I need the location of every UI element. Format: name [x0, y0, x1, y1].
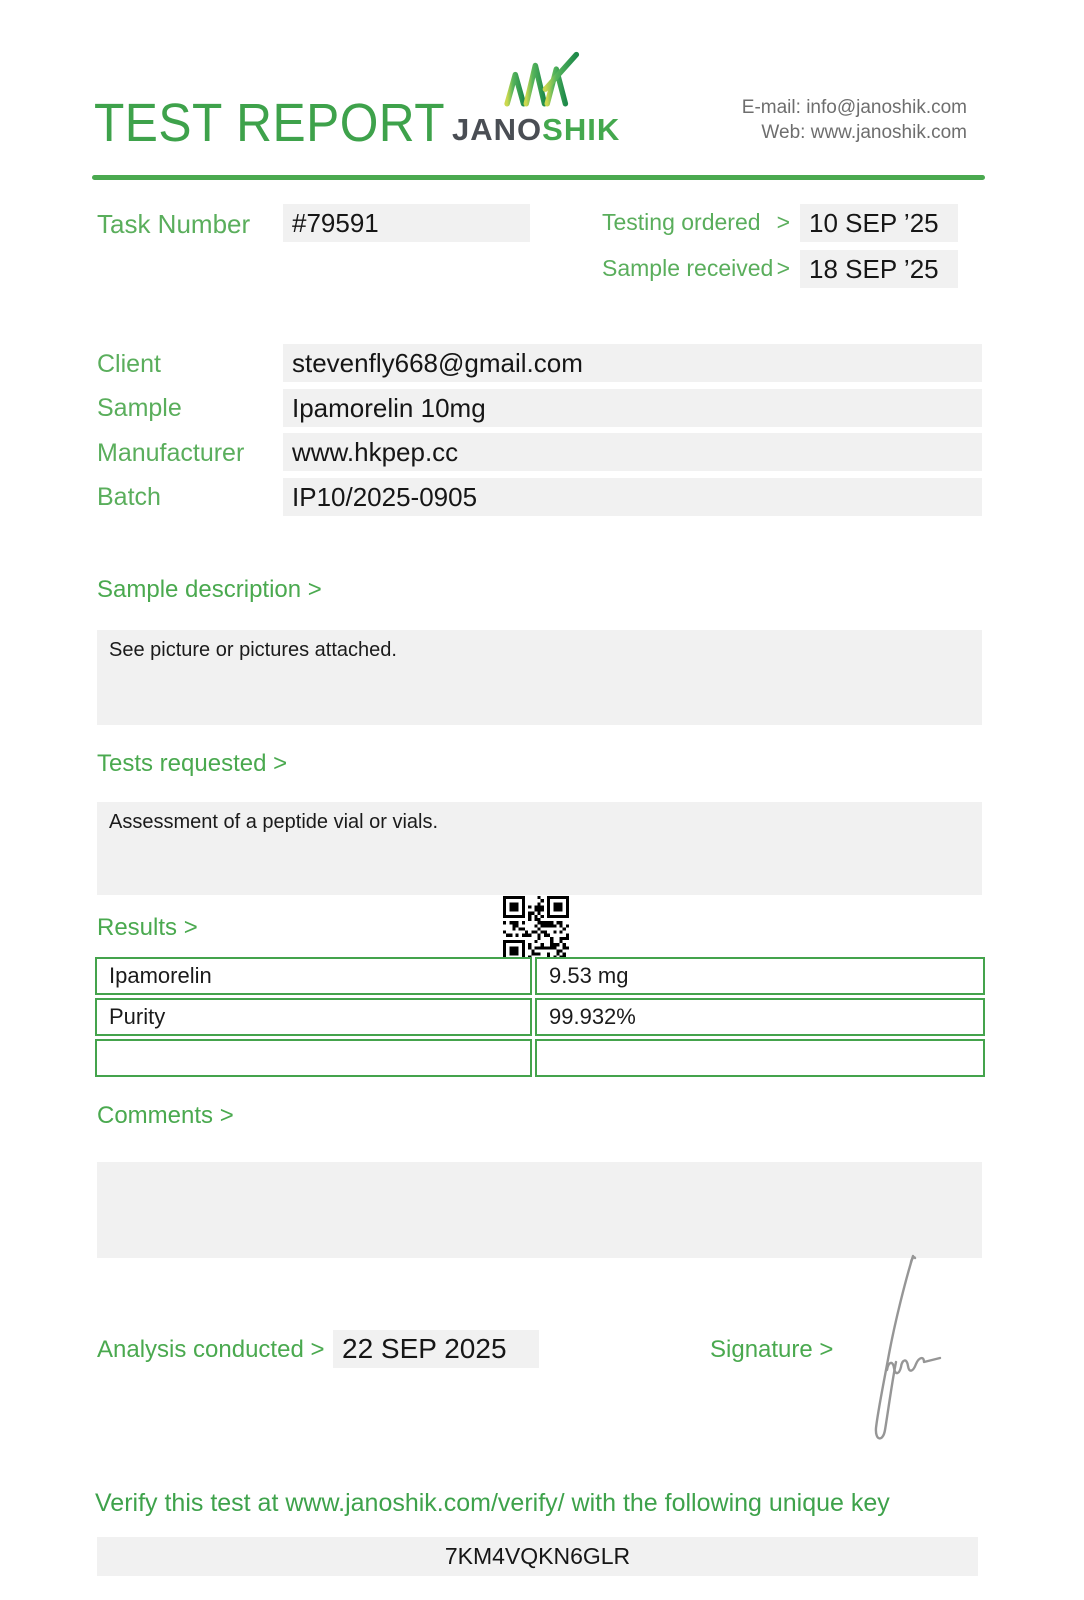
verify-instruction: Verify this test at www.janoshik.com/verify/ with the following unique key	[95, 1489, 890, 1517]
testing-ordered-text: Testing ordered	[602, 209, 761, 235]
signature-label: Signature >	[710, 1336, 834, 1363]
analysis-conducted-label: Analysis conducted >	[97, 1336, 325, 1363]
manufacturer-site: www.hkpep.cc	[292, 436, 459, 467]
comments-heading: Comments >	[97, 1102, 234, 1129]
result-name-cell: Purity	[95, 998, 532, 1036]
task-number-text: #79591	[292, 207, 379, 238]
batch-value	[283, 478, 982, 516]
sample-description-text: See picture or pictures attached.	[109, 639, 397, 661]
batch-code: IP10/2025-0905	[292, 481, 478, 512]
analysis-date-text: 22 SEP 2025	[342, 1333, 507, 1364]
task-number-label: Task Number	[97, 209, 251, 239]
results-heading: Results >	[97, 914, 198, 941]
client-email: stevenfly668@gmail.com	[292, 347, 583, 378]
result-value-cell	[535, 1039, 985, 1077]
sample-description-heading: Sample description >	[97, 576, 322, 603]
results-table	[95, 957, 985, 1077]
manufacturer-value	[283, 433, 982, 471]
tests-requested-heading: Tests requested >	[97, 750, 288, 777]
sample-received-value	[800, 250, 958, 288]
email-address: info@janoshik.com	[806, 97, 967, 118]
client-value	[283, 344, 982, 382]
testing-ordered-date: 10 SEP ’25	[809, 207, 939, 238]
result-value-cell: 9.53 mg	[535, 957, 985, 995]
tests-requested-text: Assessment of a peptide vial or vials.	[109, 811, 439, 833]
web-address: www.janoshik.com	[810, 122, 967, 143]
web-label: Web:	[761, 122, 806, 143]
logo-part-shik: SHIK	[542, 112, 621, 147]
sample-description-box	[97, 630, 982, 725]
task-number-value	[283, 204, 530, 242]
result-name-cell: Ipamorelin	[95, 957, 532, 995]
sample-received-label	[602, 255, 790, 282]
contact-info	[620, 95, 967, 145]
testing-ordered-label	[602, 209, 790, 236]
unique-key-text: 7KM4VQKN6GLR	[444, 1543, 631, 1569]
client-label: Client	[97, 350, 161, 378]
sample-value	[283, 389, 982, 427]
logo-wordmark	[452, 112, 620, 148]
chart-growth-icon	[498, 48, 580, 114]
arrow-glyph: >	[776, 209, 790, 235]
manufacturer-label: Manufacturer	[97, 439, 245, 467]
arrow-glyph: >	[776, 255, 790, 281]
sample-label: Sample	[97, 394, 182, 422]
tests-requested-box	[97, 802, 982, 895]
contact-web-line	[620, 120, 967, 145]
contact-email-line	[620, 95, 967, 120]
comments-box	[97, 1162, 982, 1258]
qr-code	[503, 896, 569, 962]
signature-scribble	[845, 1248, 955, 1453]
batch-label: Batch	[97, 483, 161, 511]
sample-name: Ipamorelin 10mg	[292, 392, 486, 423]
email-label: E-mail:	[741, 97, 801, 118]
testing-ordered-value	[800, 204, 958, 242]
unique-key-box	[97, 1537, 978, 1576]
analysis-date-value	[333, 1330, 539, 1368]
sample-received-text: Sample received	[602, 255, 774, 281]
page-title: TEST REPORT	[94, 93, 446, 153]
logo-part-jano: JANO	[452, 112, 543, 147]
result-name-cell	[95, 1039, 532, 1077]
result-value-cell: 99.932%	[535, 998, 985, 1036]
header-divider	[92, 175, 985, 180]
sample-received-date: 18 SEP ’25	[809, 253, 939, 284]
